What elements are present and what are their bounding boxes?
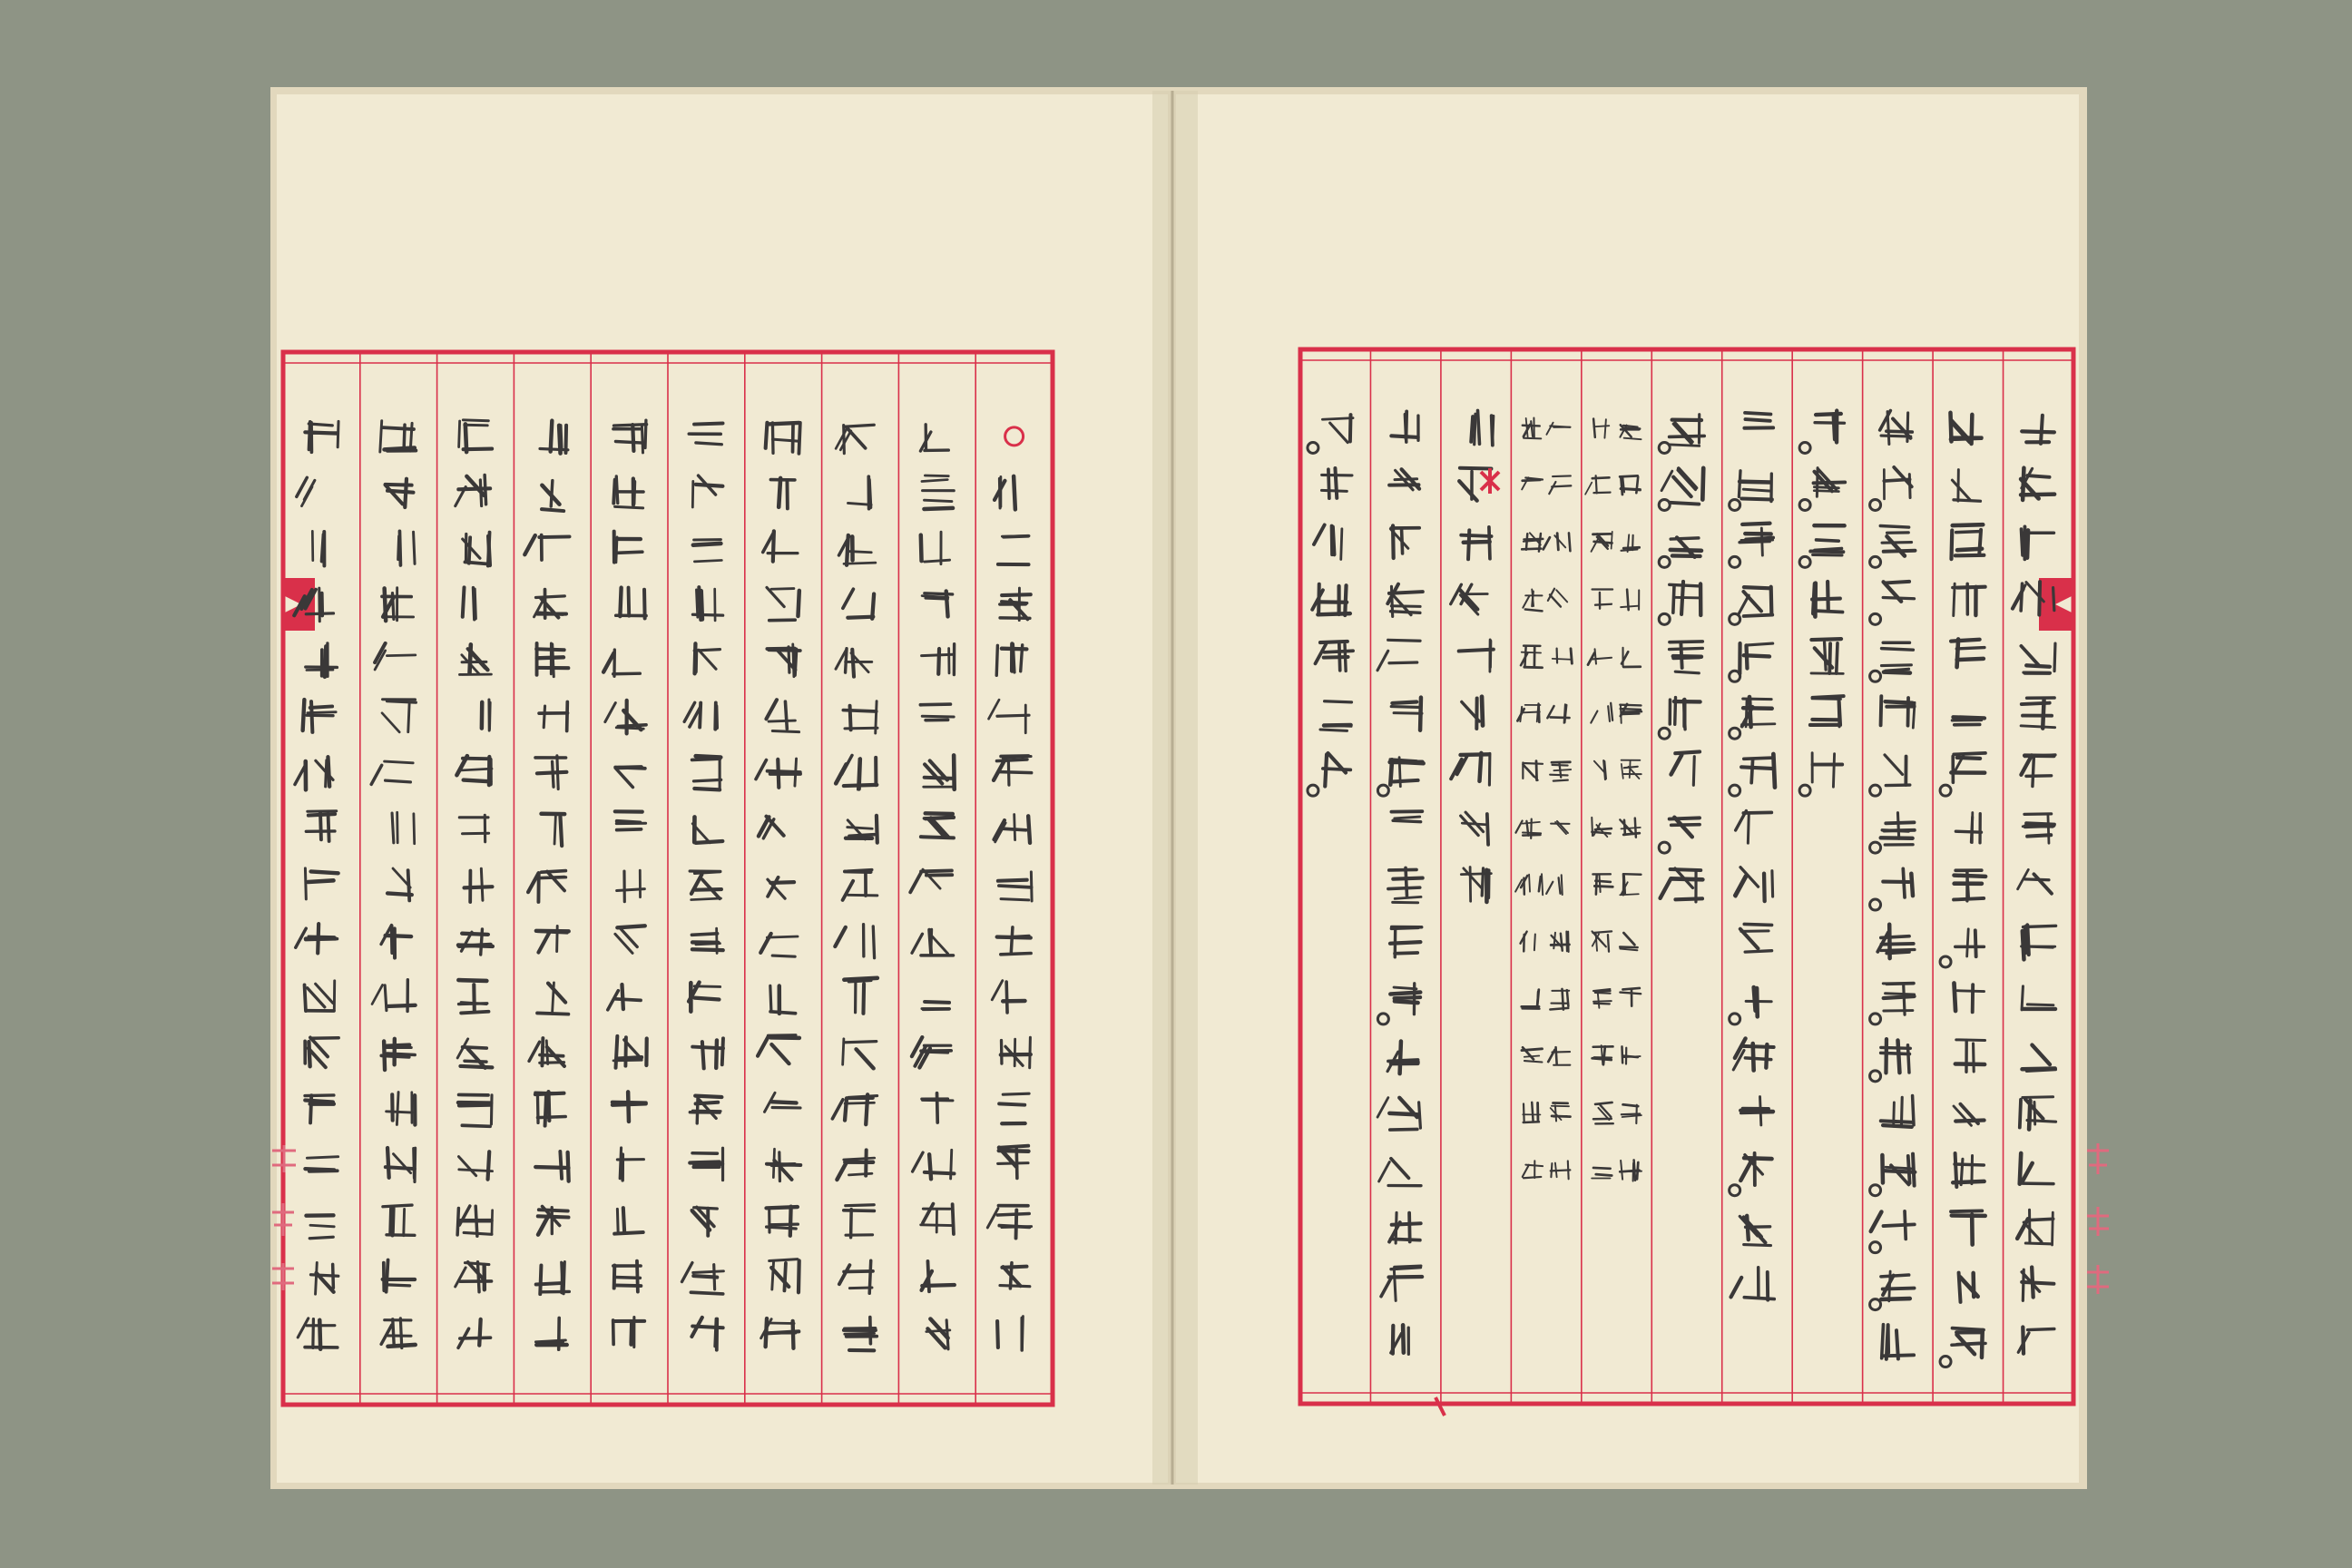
gutter-shadow: [1152, 91, 1198, 1485]
left-page: [277, 94, 1168, 1483]
right-page: [1176, 94, 2079, 1483]
right-margin-seal: [2087, 1143, 2109, 1294]
calligraphy-character: [1952, 717, 1984, 724]
